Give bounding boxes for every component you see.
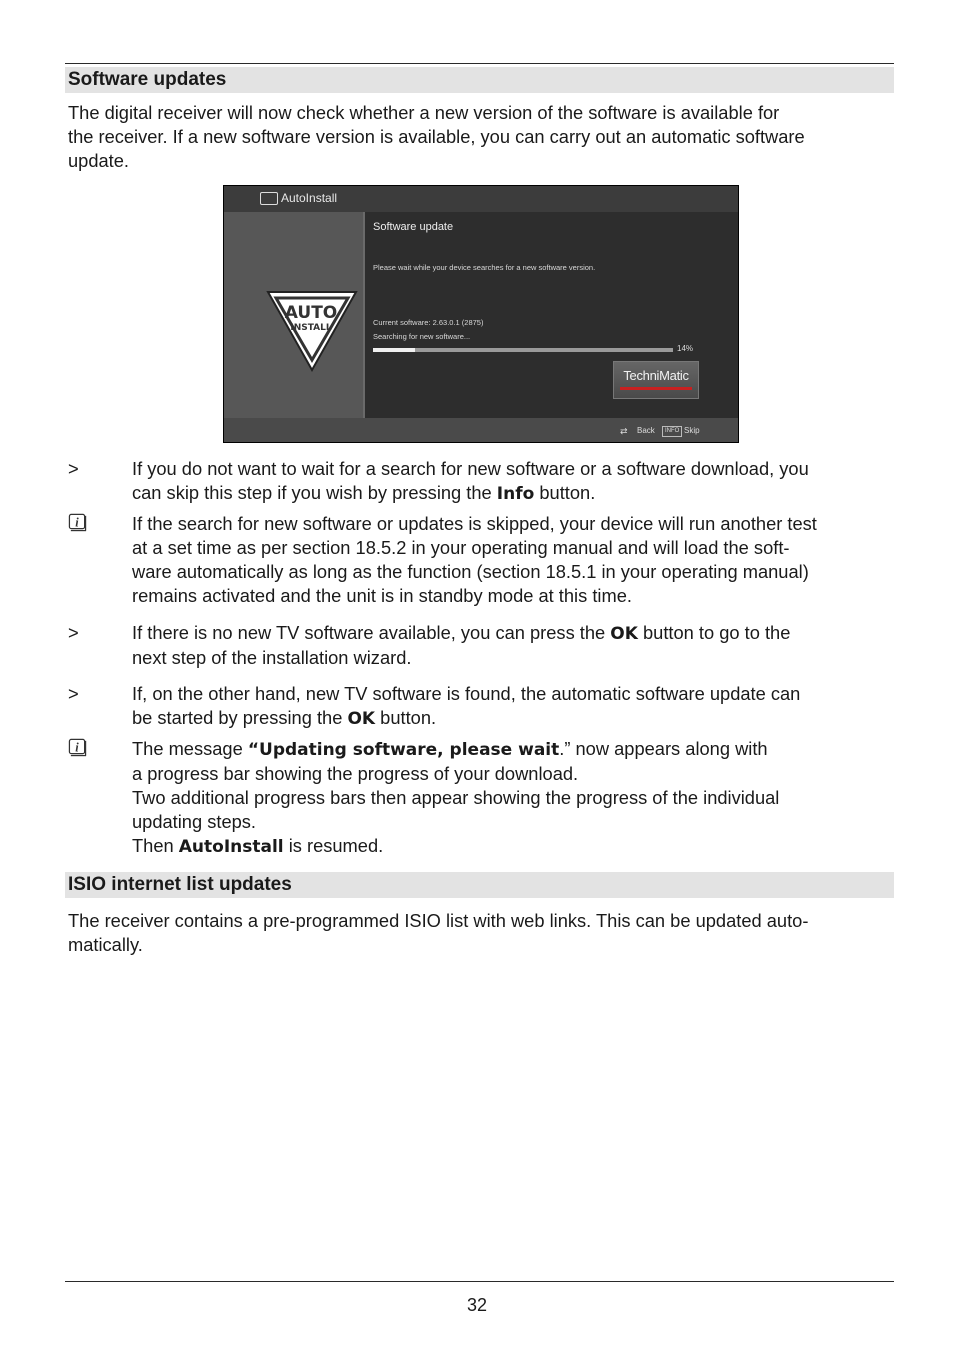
- page-number: 32: [466, 1295, 488, 1315]
- progress-bar: [373, 348, 673, 352]
- note-line: at a set time as per section 18.5.2 in your operating manual and will load the soft-: [132, 537, 790, 558]
- info-key-icon: INFO: [662, 426, 682, 437]
- ok-button-label: OK: [347, 709, 376, 729]
- arrow-marker: >: [68, 458, 79, 479]
- intro-line: the receiver. If a new software version is available, you can carry out an automatic software: [68, 126, 805, 147]
- autoinstall-screenshot: [223, 185, 739, 443]
- footer-back-label: Back: [637, 426, 655, 435]
- screenshot-footer: [224, 418, 738, 443]
- bottom-rule: [65, 1281, 894, 1282]
- item-text: button to go to the: [637, 622, 791, 643]
- item-text: button.: [534, 482, 596, 503]
- screenshot-window-title: AutoInstall: [281, 191, 338, 205]
- logo-red-bar: [620, 387, 692, 390]
- progress-percent: 14%: [677, 344, 694, 353]
- autoinstall-label: AutoInstall: [178, 837, 284, 857]
- tv-icon: [260, 192, 278, 205]
- item-text: be started by pressing the: [132, 707, 348, 728]
- arrow-marker: >: [68, 622, 79, 643]
- ok-button-label: OK: [610, 624, 638, 644]
- section-title: Software updates: [68, 69, 227, 90]
- item-text: If there is no new TV software available, you can press the: [132, 622, 611, 643]
- footer-skip-label: Skip: [684, 426, 700, 435]
- screenshot-title-bar: [224, 186, 738, 212]
- top-rule: [65, 63, 894, 64]
- note-text: The message: [132, 738, 248, 759]
- info-icon: [68, 512, 92, 537]
- svg-text:i: i: [75, 515, 79, 530]
- intro-paragraph: [68, 101, 894, 173]
- back-arrow-icon: ⇄: [620, 426, 628, 436]
- note-text: .” now appears along with: [559, 738, 768, 759]
- note-line: remains activated and the unit is in standby mode at this time.: [132, 585, 632, 606]
- screenshot-searching: Searching for new software...: [373, 332, 471, 341]
- intro-line: The digital receiver will now check whether a new version of the software is available for: [68, 102, 780, 123]
- intro-line: update.: [68, 150, 129, 171]
- screenshot-wait-text: Please wait while your device searches for a new software version.: [373, 263, 596, 272]
- note-text: is resumed.: [283, 835, 384, 856]
- isio-paragraph: [68, 909, 894, 957]
- technimatic-logo: [613, 361, 699, 399]
- item-line: If you do not want to wait for a search for new software or a software download, you: [132, 458, 809, 479]
- section-heading-isio-updates: [65, 872, 894, 898]
- note-line: ware automatically as long as the function (section 18.5.1 in your operating manual): [132, 561, 809, 582]
- section-title: ISIO internet list updates: [68, 874, 292, 895]
- screenshot-main-panel: [363, 212, 739, 418]
- info-button-label: Info: [496, 484, 535, 504]
- arrow-marker: >: [68, 683, 79, 704]
- isio-line: matically.: [68, 934, 143, 955]
- item-text: button.: [375, 707, 437, 728]
- note-line: updating steps.: [132, 811, 256, 832]
- section-heading-software-updates: [65, 67, 894, 93]
- screenshot-heading: Software update: [373, 221, 454, 233]
- note-line: a progress bar showing the progress of your download.: [132, 763, 579, 784]
- auto-install-badge-icon: [224, 212, 363, 418]
- badge-line1: AUTO: [284, 303, 338, 323]
- progress-bar-fill: [373, 348, 415, 352]
- note-line: Two additional progress bars then appear showing the progress of the individual: [132, 787, 780, 808]
- message-label: “Updating software, please wait: [247, 740, 560, 760]
- note-text: Then: [132, 835, 179, 856]
- screenshot-sidebar: [224, 212, 363, 418]
- badge-line2: INSTALL: [290, 323, 332, 333]
- item-text: can skip this step if you wish by pressing the: [132, 482, 497, 503]
- logo-text: TechniMatic: [623, 368, 689, 383]
- svg-text:i: i: [75, 740, 79, 755]
- isio-line: The receiver contains a pre-programmed ISIO list with web links. This can be updated auto-: [68, 910, 809, 931]
- item-line: next step of the installation wizard.: [132, 647, 412, 668]
- screenshot-current-software: Current software: 2.63.0.1 (2875): [373, 318, 484, 327]
- note-line: If the search for new software or updates is skipped, your device will run another test: [132, 513, 817, 534]
- item-line: If, on the other hand, new TV software is found, the automatic software update can: [132, 683, 801, 704]
- info-icon: [68, 737, 92, 762]
